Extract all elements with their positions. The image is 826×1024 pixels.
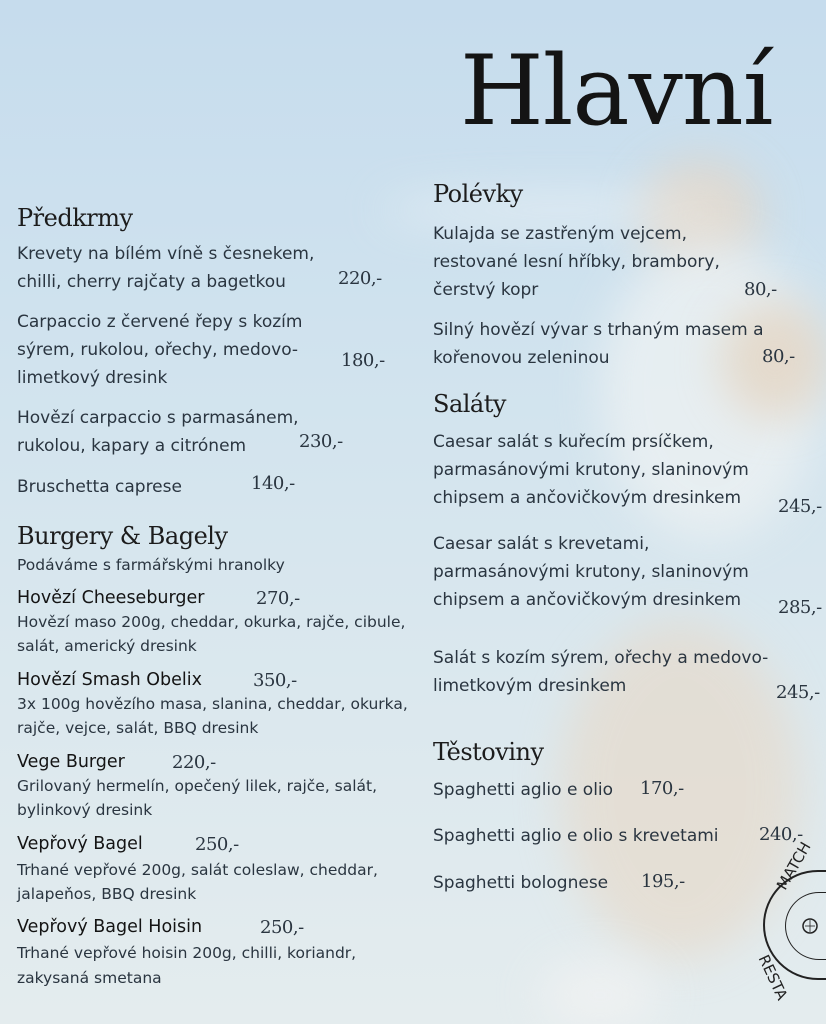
item-price: 245,- (778, 496, 822, 517)
item-text: Caesar salát s krevetami, (433, 534, 650, 554)
item-text: Caesar salát s kuřecím prsíčkem, (433, 432, 714, 452)
section-heading-salaty: Saláty (433, 390, 506, 418)
item-price: 80,- (744, 279, 777, 300)
section-heading-polevky: Polévky (433, 180, 523, 208)
item-desc: Grilovaný hermelín, opečený lilek, rajče, salát, (17, 777, 378, 795)
item-text: parmasánovými krutony, slaninovým (433, 460, 749, 480)
item-price: 140,- (251, 473, 295, 494)
item-price: 350,- (253, 670, 297, 691)
item-desc: zakysaná smetana (17, 969, 162, 987)
item-text: Spaghetti aglio e olio (433, 780, 614, 800)
item-text: čerstvý kopr (433, 280, 539, 300)
item-desc: bylinkový dresink (17, 801, 153, 819)
item-price: 240,- (759, 824, 803, 845)
item-text: chipsem a ančovičkovým dresinkem (433, 488, 742, 508)
item-name: Vepřový Bagel (17, 834, 143, 854)
section-heading-burgery: Burgery & Bagely (17, 522, 228, 550)
item-price: 250,- (260, 917, 304, 938)
logo-bottom-text: RESTA (754, 952, 792, 1003)
section-subtitle: Podáváme s farmářskými hranolky (17, 556, 285, 574)
background-figure-shoe (540, 960, 660, 1024)
section-heading-testoviny: Těstoviny (433, 738, 544, 766)
item-text: parmasánovými krutony, slaninovým (433, 562, 749, 582)
item-price: 270,- (256, 588, 300, 609)
item-price: 220,- (338, 268, 382, 289)
item-desc: Hovězí maso 200g, cheddar, okurka, rajče, cibule, (17, 613, 406, 631)
item-price: 80,- (762, 346, 795, 367)
item-text: chipsem a ančovičkovým dresinkem (433, 590, 742, 610)
item-price: 170,- (640, 778, 684, 799)
item-text: limetkovým dresinkem (433, 676, 627, 696)
item-price: 220,- (172, 752, 216, 773)
item-text: Spaghetti bolognese (433, 873, 609, 893)
item-text: Carpaccio z červené řepy s kozím (17, 312, 303, 332)
item-price: 180,- (341, 350, 385, 371)
item-text: restované lesní hříbky, brambory, (433, 252, 720, 272)
item-price: 245,- (776, 682, 820, 703)
item-text: limetkový dresink (17, 368, 168, 388)
item-text: Bruschetta caprese (17, 477, 182, 497)
item-text: Hovězí carpaccio s parmasánem, (17, 408, 299, 428)
item-text: rukolou, kapary a citrónem (17, 436, 247, 456)
item-text: Kulajda se zastřeným vejcem, (433, 224, 688, 244)
item-price: 250,- (195, 834, 239, 855)
item-text: sýrem, rukolou, ořechy, medovo- (17, 340, 299, 360)
tennis-racket-icon (798, 916, 822, 940)
item-desc: jalapeňos, BBQ dresink (17, 885, 197, 903)
page-title: Hlavní (460, 35, 773, 147)
item-price: 195,- (641, 871, 685, 892)
item-name: Vege Burger (17, 752, 125, 772)
item-desc: Trhané vepřové 200g, salát coleslaw, cheddar, (17, 861, 378, 879)
logo-top-text: MATCH (773, 838, 815, 893)
item-text: kořenovou zeleninou (433, 348, 610, 368)
item-text: Spaghetti aglio e olio s krevetami (433, 826, 719, 846)
item-desc: Trhané vepřové hoisin 200g, chilli, koriandr, (17, 944, 357, 962)
item-desc: rajče, vejce, salát, BBQ dresink (17, 719, 259, 737)
item-name: Hovězí Smash Obelix (17, 670, 202, 690)
item-name: Vepřový Bagel Hoisin (17, 917, 203, 937)
item-desc: 3x 100g hovězího masa, slanina, cheddar, okurka, (17, 695, 408, 713)
item-text: Silný hovězí vývar s trhaným masem a (433, 320, 764, 340)
item-price: 285,- (778, 597, 822, 618)
item-text: Salát s kozím sýrem, ořechy a medovo- (433, 648, 769, 668)
item-name: Hovězí Cheeseburger (17, 588, 205, 608)
item-price: 230,- (299, 431, 343, 452)
item-desc: salát, americký dresink (17, 637, 197, 655)
item-text: Krevety na bílém víně s česnekem, (17, 244, 315, 264)
section-heading-predkrmy: Předkrmy (17, 204, 133, 232)
item-text: chilli, cherry rajčaty a bagetkou (17, 272, 286, 292)
